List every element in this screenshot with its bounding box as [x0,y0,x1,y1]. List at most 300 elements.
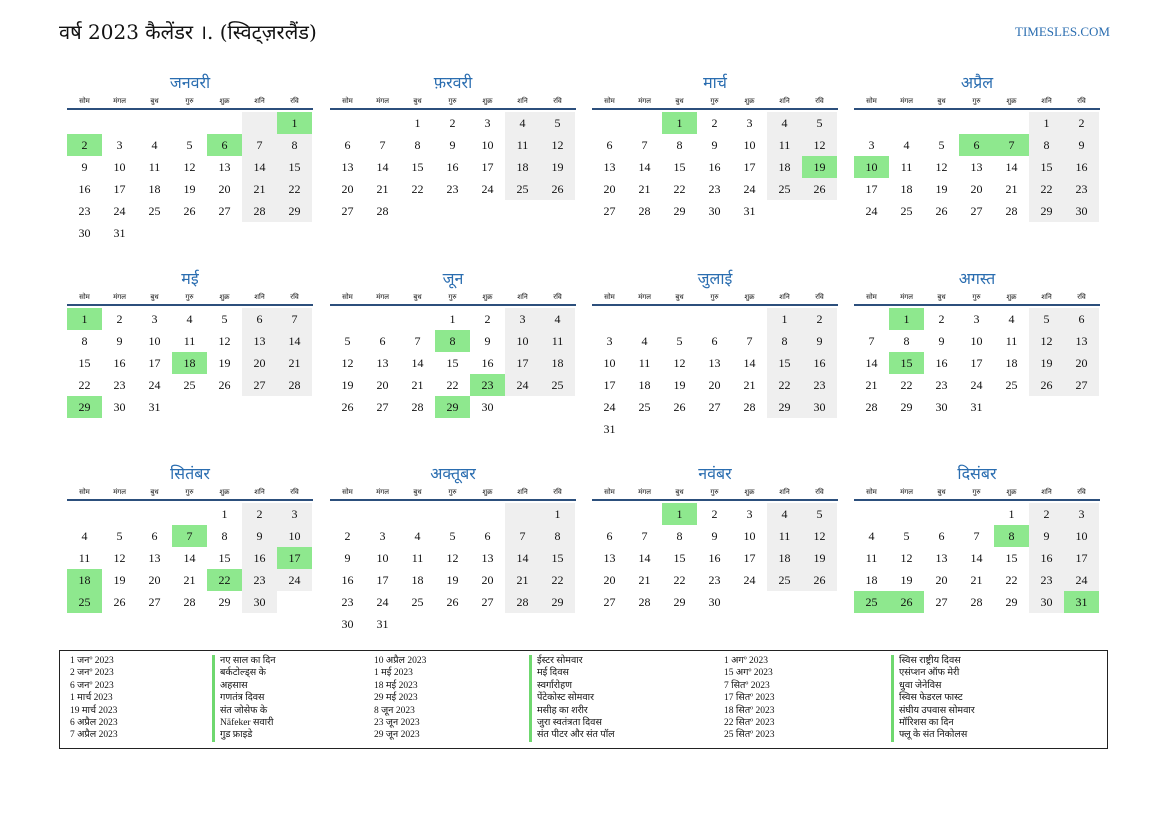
day: 15 [1029,156,1064,178]
day: 4 [414,529,421,543]
day: 3 [277,503,312,525]
day: 25 [1005,378,1018,392]
day: 22 [540,569,575,591]
day-grid [854,308,1100,418]
day-grid [854,503,1100,613]
legend-holiday-name: फ्लू के संत निकोलस [891,729,975,741]
day: 10 [148,334,161,348]
weekday-label: शुक्र [744,97,755,105]
weekday-label: शुक्र [482,97,493,105]
empty-day [435,613,470,635]
month-9 [67,463,313,613]
weekday-label: मंगल [638,488,651,496]
day: 13 [935,551,948,565]
empty-day [592,503,627,525]
day: 10 [277,525,312,547]
day: 8 [676,138,683,152]
month-11 [592,463,838,613]
day: 11 [540,330,575,352]
weekday-label: शुक्र [482,488,493,496]
weekday-label: शुक्र [744,488,755,496]
empty-day [505,503,540,525]
day: 27 [148,595,161,609]
legend-holiday-name: जुरा स्वतंत्रता दिवस [529,717,615,729]
weekday-header [592,485,838,501]
day: 18 [411,573,424,587]
day: 22 [277,178,312,200]
empty-day [889,503,924,525]
legend-holiday-name: संत पीटर और संत पॉल [529,729,615,741]
month-name: अगस्त [958,269,996,288]
day: 21 [638,182,651,196]
day: 19 [218,356,231,370]
weekday-label: बुध [150,488,159,496]
day: 11 [767,134,802,156]
day: 9 [484,334,491,348]
weekday-header [854,485,1100,501]
empty-day [697,418,732,440]
day: 20 [935,573,948,587]
weekday-label: बुध [413,293,422,301]
weekday-label: गुरु [710,293,719,301]
day: 10 [603,356,616,370]
day: 20 [603,182,616,196]
weekday-label: मंगल [376,293,389,301]
day-grid [330,308,576,418]
legend-dates-col-3 [724,655,775,742]
legend-names-col-1 [212,655,276,742]
day: 3 [606,334,613,348]
day: 4 [540,308,575,330]
month-1 [67,72,313,244]
empty-day [172,503,207,525]
day: 6 [606,529,613,543]
day-grid [67,308,313,418]
day: 30 [708,204,721,218]
legend-holiday-name: गणतंत्र दिवस [212,692,276,704]
day: 14 [411,356,424,370]
empty-day [1064,396,1099,418]
day: 23 [78,204,91,218]
day: 9 [1064,134,1099,156]
day: 5 [802,112,837,134]
day: 12 [935,160,948,174]
day: 20 [708,378,721,392]
weekday-label: शनि [779,97,790,105]
day: 28 [277,374,312,396]
day: 31 [148,400,161,414]
weekday-label: गुरु [185,293,194,301]
empty-day [400,503,435,525]
day: 16 [708,551,721,565]
weekday-label: सोम [604,97,615,105]
weekday-label: मंगल [900,97,913,105]
day: 22 [446,378,459,392]
day: 27 [376,400,389,414]
empty-day [277,396,312,418]
day: 15 [673,551,686,565]
weekday-header [592,290,838,306]
empty-day [137,222,172,244]
legend-holiday-name: स्वर्गारोहण [529,680,615,692]
day: 4 [151,138,158,152]
empty-day [697,308,732,330]
day: 6 [484,529,491,543]
day: 28 [411,400,424,414]
day: 17 [603,378,616,392]
day: 17 [743,160,756,174]
day: 17 [148,356,161,370]
day: 18 [1005,356,1018,370]
day: 19 [341,378,354,392]
day: 6 [606,138,613,152]
empty-day [767,591,802,613]
holiday-day: 1 [889,308,924,330]
day: 8 [540,525,575,547]
legend-holiday-name: मई दिवस [529,667,615,679]
empty-day [400,308,435,330]
day: 15 [277,156,312,178]
day: 20 [481,573,494,587]
weekday-header [67,485,313,501]
day: 18 [505,156,540,178]
day: 18 [638,378,651,392]
day: 4 [641,334,648,348]
day: 22 [673,182,686,196]
legend-date: 7 अप्रैल 2023 [70,730,118,741]
holiday-day: 8 [435,330,470,352]
empty-day [994,396,1029,418]
weekday-label: मंगल [638,97,651,105]
legend-date: 18 सितº 2023 [724,705,775,716]
day: 23 [1029,569,1064,591]
day: 21 [411,378,424,392]
day: 11 [148,160,161,174]
day: 26 [183,204,196,218]
day: 4 [868,529,875,543]
legend-holiday-name: Näfeker सवारी [212,717,276,729]
day: 30 [935,400,948,414]
weekday-label: शुक्र [219,97,230,105]
empty-day [330,503,365,525]
weekday-label: बुध [413,488,422,496]
day: 9 [116,334,123,348]
empty-day [137,503,172,525]
day: 9 [344,551,351,565]
empty-day [802,200,837,222]
weekday-label: शनि [1041,488,1052,496]
legend-dates-col-2 [374,655,426,742]
month-name: जुलाई [697,269,733,288]
day: 5 [802,503,837,525]
empty-day [470,200,505,222]
day: 3 [151,312,158,326]
day: 4 [767,112,802,134]
day: 12 [446,551,459,565]
month-2 [330,72,576,222]
day: 6 [1064,308,1099,330]
empty-day [767,200,802,222]
weekday-label: रवि [290,97,299,105]
legend-date: 23 जून 2023 [374,718,420,729]
legend-date: 1 जनº 2023 [70,656,114,666]
day: 23 [113,378,126,392]
month-10 [330,463,576,635]
day: 7 [277,308,312,330]
day: 11 [865,551,878,565]
weekday-label: सोम [604,488,615,496]
weekday-label: बुध [675,293,684,301]
day: 19 [802,547,837,569]
day: 24 [1064,569,1099,591]
weekday-label: बुध [937,488,946,496]
day: 10 [1064,525,1099,547]
day: 30 [802,396,837,418]
holiday-day: 18 [67,569,102,591]
legend-holiday-name: स्विस फेडरल फास्ट [891,692,975,704]
day: 20 [242,352,277,374]
day: 29 [540,591,575,613]
weekday-label: शनि [779,293,790,301]
weekday-label: मंगल [376,97,389,105]
legend-date: 1 मई 2023 [374,668,413,679]
day: 22 [411,182,424,196]
month-name: अक्तूबर [430,464,476,483]
day: 13 [603,551,616,565]
weekday-label: रवि [815,488,824,496]
day: 28 [743,400,756,414]
day: 4 [505,112,540,134]
weekday-label: बुध [937,293,946,301]
weekday-label: शनि [254,488,265,496]
day: 7 [746,334,753,348]
day: 27 [218,204,231,218]
day: 19 [1029,352,1064,374]
day: 4 [1008,312,1015,326]
month-5 [67,268,313,418]
day: 16 [341,573,354,587]
legend-date: 6 अप्रैल 2023 [70,718,118,729]
day: 4 [186,312,193,326]
empty-day [172,112,207,134]
day: 30 [242,591,277,613]
day: 25 [183,378,196,392]
day: 28 [183,595,196,609]
day: 18 [900,182,913,196]
day: 14 [183,551,196,565]
day: 25 [411,595,424,609]
empty-day [242,396,277,418]
empty-day [959,503,994,525]
legend-dates-col-1 [70,655,118,742]
weekday-label: सोम [342,488,353,496]
empty-day [662,418,697,440]
day: 18 [865,573,878,587]
empty-day [854,503,889,525]
weekday-label: रवि [1077,488,1086,496]
day: 28 [242,200,277,222]
weekday-label: मंगल [113,293,126,301]
empty-day [732,418,767,440]
day: 27 [935,595,948,609]
day: 15 [767,352,802,374]
day: 2 [484,312,491,326]
month-3 [592,72,838,222]
day: 2 [344,529,351,543]
day: 28 [970,595,983,609]
day: 23 [802,374,837,396]
holiday-day: 19 [802,156,837,178]
day: 21 [865,378,878,392]
legend-date: 6 जनº 2023 [70,680,114,691]
holiday-day: 1 [662,503,697,525]
day: 22 [78,378,91,392]
empty-day [330,308,365,330]
day: 30 [1029,591,1064,613]
weekday-label: सोम [866,293,877,301]
day: 15 [540,547,575,569]
weekday-header [330,290,576,306]
day: 1 [540,503,575,525]
weekday-label: बुध [413,97,422,105]
weekday-label: शनि [1041,97,1052,105]
day: 25 [900,204,913,218]
day: 12 [341,356,354,370]
holiday-legend [59,650,1108,749]
day: 20 [970,182,983,196]
empty-day [277,591,312,613]
day: 23 [935,378,948,392]
empty-day [470,613,505,635]
legend-holiday-name: गुड फ्राइडे [212,729,276,741]
day: 3 [1064,503,1099,525]
legend-date: 15 अगº 2023 [724,668,773,679]
day: 24 [970,378,983,392]
day: 21 [376,182,389,196]
day: 30 [341,617,354,631]
day: 3 [116,138,123,152]
day: 16 [481,356,494,370]
day: 25 [767,569,802,591]
day: 23 [1064,178,1099,200]
holiday-day: 29 [67,396,102,418]
day: 29 [767,396,802,418]
day: 25 [540,374,575,396]
day: 18 [148,182,161,196]
day: 24 [743,182,756,196]
day: 25 [148,204,161,218]
legend-date: 19 मार्च 2023 [70,705,118,716]
day: 17 [505,352,540,374]
day: 30 [708,595,721,609]
day: 19 [935,182,948,196]
day: 5 [449,529,456,543]
day: 28 [1005,204,1018,218]
day: 22 [900,378,913,392]
day: 24 [148,378,161,392]
empty-day [505,396,540,418]
day: 9 [81,160,88,174]
day: 22 [767,374,802,396]
legend-holiday-name: पेंटेकोस्ट सोमवार [529,692,615,704]
day: 14 [638,551,651,565]
day: 19 [446,573,459,587]
day: 23 [708,573,721,587]
day: 22 [1029,178,1064,200]
empty-day [365,112,400,134]
legend-date: 8 जून 2023 [374,705,415,716]
legend-date: 7 सितº 2023 [724,680,770,691]
day: 12 [218,334,231,348]
day: 28 [865,400,878,414]
day: 7 [973,529,980,543]
legend-date: 22 सितº 2023 [724,718,775,729]
day: 2 [711,116,718,130]
month-12 [854,463,1100,613]
empty-day [1029,396,1064,418]
day: 5 [116,529,123,543]
legend-holiday-name: एसंप्शन ऑफ मेरी [891,667,975,679]
day: 8 [903,334,910,348]
legend-date: 17 सितº 2023 [724,693,775,704]
day: 17 [970,356,983,370]
day: 26 [673,400,686,414]
day: 16 [78,182,91,196]
day: 21 [242,178,277,200]
day: 13 [376,356,389,370]
day: 2 [116,312,123,326]
day: 7 [242,134,277,156]
weekday-label: रवि [1077,97,1086,105]
day: 14 [638,160,651,174]
day: 29 [1029,200,1064,222]
day: 13 [481,551,494,565]
day: 5 [221,312,228,326]
legend-date: 29 मई 2023 [374,693,418,704]
day: 26 [341,400,354,414]
empty-day [732,308,767,330]
day: 21 [1005,182,1018,196]
empty-day [540,200,575,222]
site-link[interactable]: TIMESLES.COM [1015,24,1110,39]
day: 2 [242,503,277,525]
day: 3 [973,312,980,326]
day: 27 [708,400,721,414]
day: 10 [113,160,126,174]
day: 9 [802,330,837,352]
weekday-label: बुध [150,293,159,301]
weekday-label: सोम [342,293,353,301]
weekday-label: मंगल [900,488,913,496]
day: 3 [746,116,753,130]
day: 21 [505,569,540,591]
weekday-label: सोम [79,97,90,105]
day: 31 [113,226,126,240]
month-name: मार्च [703,73,727,92]
day: 19 [183,182,196,196]
empty-day [627,112,662,134]
day: 7 [868,334,875,348]
legend-date: 29 जून 2023 [374,730,420,741]
weekday-label: मंगल [113,97,126,105]
day: 16 [935,356,948,370]
day: 5 [938,138,945,152]
day: 6 [344,138,351,152]
day: 17 [481,160,494,174]
month-name: जून [442,269,464,288]
day: 4 [81,529,88,543]
holiday-day: 23 [470,374,505,396]
